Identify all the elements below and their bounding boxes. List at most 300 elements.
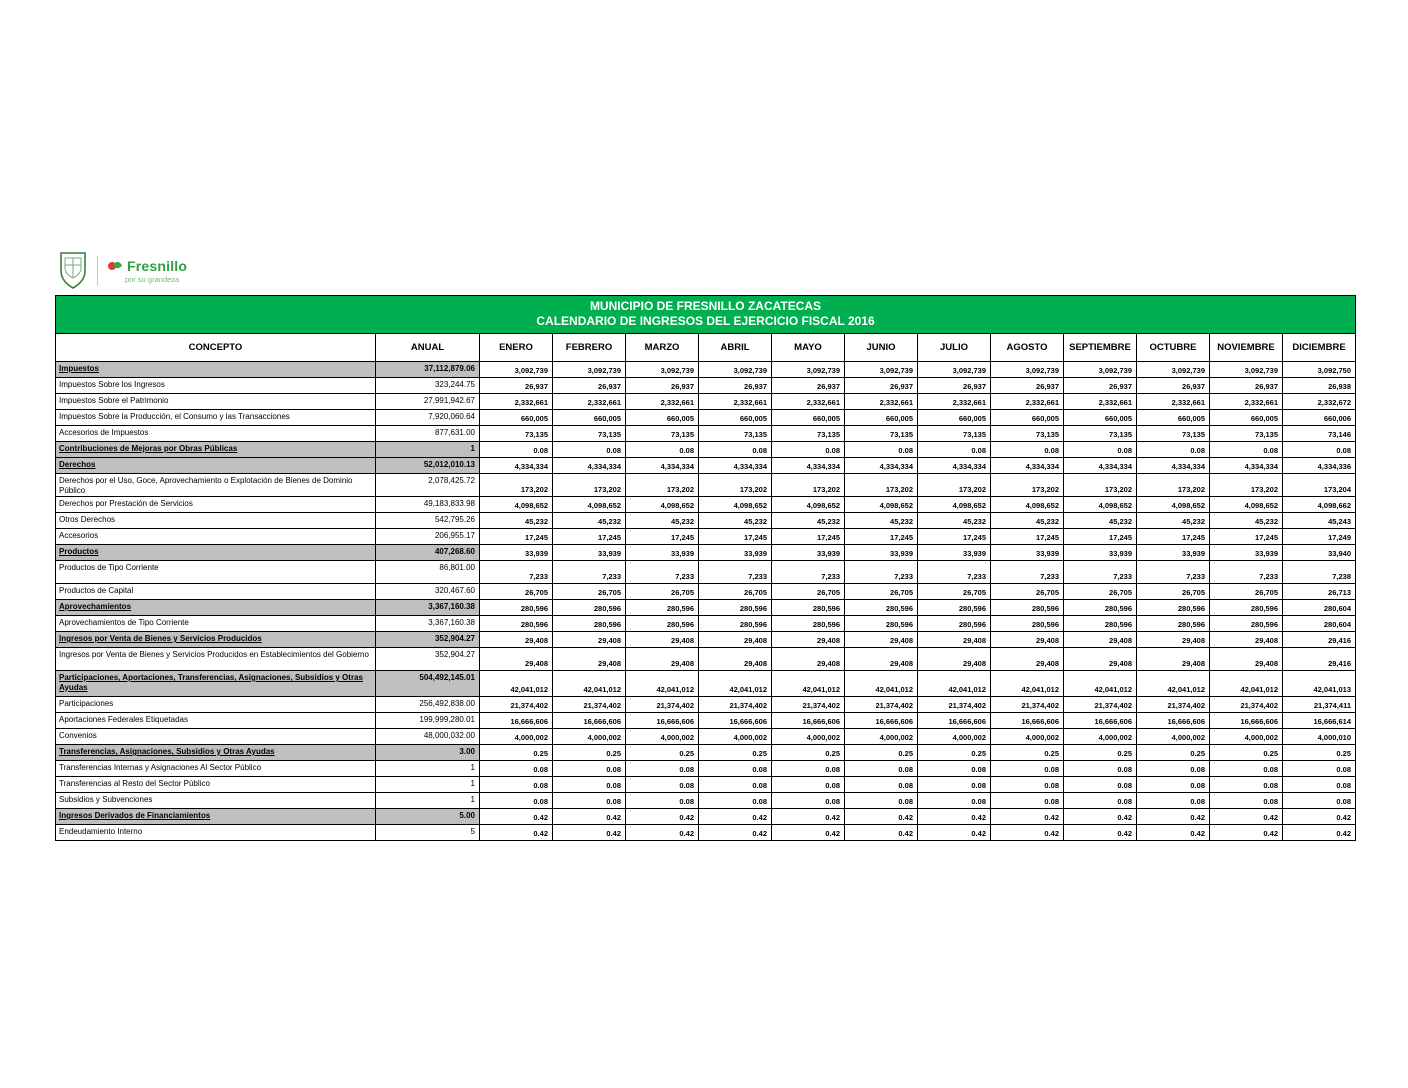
concept-cell xyxy=(56,825,376,841)
anual-cell: 1 xyxy=(376,777,480,793)
month-cell: 0.25 xyxy=(845,745,918,761)
month-cell: 0.42 xyxy=(553,825,626,841)
month-cell: 17,245 xyxy=(553,529,626,545)
month-cell: 73,135 xyxy=(699,426,772,442)
month-cell: 2,332,661 xyxy=(772,394,845,410)
month-cell: 660,005 xyxy=(845,410,918,426)
month-cell: 29,408 xyxy=(699,632,772,648)
month-cell: 0.25 xyxy=(772,745,845,761)
month-cell: 26,938 xyxy=(1283,378,1356,394)
month-cell: 4,000,002 xyxy=(991,729,1064,745)
month-cell: 73,135 xyxy=(991,426,1064,442)
month-cell: 26,937 xyxy=(699,378,772,394)
month-cell: 21,374,402 xyxy=(1210,697,1283,713)
concept-cell xyxy=(56,600,376,616)
month-cell: 4,098,652 xyxy=(1064,497,1137,513)
month-cell: 4,098,662 xyxy=(1283,497,1356,513)
month-cell: 73,135 xyxy=(626,426,699,442)
month-cell: 280,596 xyxy=(1064,616,1137,632)
month-cell: 0.25 xyxy=(991,745,1064,761)
month-cell: 280,596 xyxy=(991,600,1064,616)
month-cell: 21,374,402 xyxy=(845,697,918,713)
month-cell: 29,408 xyxy=(1210,632,1283,648)
month-cell: 29,408 xyxy=(699,648,772,671)
table-row xyxy=(56,729,1356,745)
anual-cell: 352,904.27 xyxy=(376,648,480,671)
section-row xyxy=(56,745,1356,761)
month-cell: 21,374,402 xyxy=(991,697,1064,713)
month-cell: 173,202 xyxy=(991,474,1064,497)
month-cell: 280,596 xyxy=(480,600,553,616)
column-header-row xyxy=(56,334,1356,362)
month-cell: 3,092,739 xyxy=(553,362,626,378)
month-cell: 45,232 xyxy=(918,513,991,529)
month-cell: 26,705 xyxy=(480,584,553,600)
month-cell: 4,000,002 xyxy=(699,729,772,745)
concept-label: Impuestos Sobre el Patrimonio xyxy=(59,396,169,405)
section-row xyxy=(56,671,1356,697)
table-row xyxy=(56,825,1356,841)
anual-cell: 48,000,032.00 xyxy=(376,729,480,745)
month-cell: 33,939 xyxy=(1210,545,1283,561)
table-wrapper xyxy=(55,295,1357,841)
month-cell: 0.42 xyxy=(480,809,553,825)
month-cell: 0.25 xyxy=(553,745,626,761)
month-cell: 16,666,606 xyxy=(991,713,1064,729)
month-cell: 660,005 xyxy=(553,410,626,426)
month-cell: 7,238 xyxy=(1283,561,1356,584)
month-cell: 29,416 xyxy=(1283,632,1356,648)
month-cell: 0.08 xyxy=(480,761,553,777)
table-row xyxy=(56,584,1356,600)
month-cell: 26,705 xyxy=(772,584,845,600)
month-cell: 45,243 xyxy=(1283,513,1356,529)
month-cell: 4,000,002 xyxy=(626,729,699,745)
month-cell: 0.42 xyxy=(991,825,1064,841)
column-header-marzo: MARZO xyxy=(626,334,699,362)
month-cell: 73,135 xyxy=(553,426,626,442)
month-cell: 16,666,606 xyxy=(699,713,772,729)
month-cell: 2,332,661 xyxy=(480,394,553,410)
concept-cell xyxy=(56,648,376,671)
month-cell: 4,334,334 xyxy=(772,458,845,474)
month-cell: 26,705 xyxy=(918,584,991,600)
month-cell: 42,041,012 xyxy=(626,671,699,697)
month-cell: 0.08 xyxy=(553,777,626,793)
month-cell: 29,408 xyxy=(845,648,918,671)
concept-cell xyxy=(56,777,376,793)
month-cell: 0.08 xyxy=(1283,777,1356,793)
month-cell: 3,092,739 xyxy=(772,362,845,378)
month-cell: 0.08 xyxy=(1137,793,1210,809)
anual-cell: 256,492,838.00 xyxy=(376,697,480,713)
month-cell: 26,705 xyxy=(1064,584,1137,600)
concept-label: Derechos por Prestación de Servicios xyxy=(59,499,193,508)
month-cell: 0.08 xyxy=(1210,777,1283,793)
table-row xyxy=(56,394,1356,410)
month-cell: 4,334,334 xyxy=(1137,458,1210,474)
month-cell: 21,374,402 xyxy=(699,697,772,713)
month-cell: 33,939 xyxy=(553,545,626,561)
month-cell: 33,939 xyxy=(991,545,1064,561)
month-cell: 0.08 xyxy=(480,777,553,793)
month-cell: 0.08 xyxy=(772,761,845,777)
month-cell: 4,334,334 xyxy=(699,458,772,474)
month-cell: 7,233 xyxy=(1137,561,1210,584)
month-cell: 16,666,606 xyxy=(626,713,699,729)
concept-label: Participaciones, Aportaciones, Transferencias, Asignaciones, Subsidios y Otras Ayudas xyxy=(59,673,363,692)
month-cell: 45,232 xyxy=(1137,513,1210,529)
table-row xyxy=(56,497,1356,513)
month-cell: 280,596 xyxy=(845,600,918,616)
municipio-logo xyxy=(58,250,187,292)
month-cell: 0.08 xyxy=(480,793,553,809)
month-cell: 17,245 xyxy=(845,529,918,545)
concept-label: Impuestos Sobre los Ingresos xyxy=(59,380,165,389)
month-cell: 4,000,002 xyxy=(845,729,918,745)
concept-cell xyxy=(56,793,376,809)
column-header-diciembre: DICIEMBRE xyxy=(1283,334,1356,362)
month-cell: 0.42 xyxy=(1210,825,1283,841)
month-cell: 0.08 xyxy=(626,793,699,809)
month-cell: 280,596 xyxy=(553,616,626,632)
concept-cell xyxy=(56,745,376,761)
month-cell: 21,374,402 xyxy=(626,697,699,713)
concept-label: Ingresos Derivados de Financiamientos xyxy=(59,811,211,820)
month-cell: 17,245 xyxy=(1064,529,1137,545)
month-cell: 280,596 xyxy=(1210,616,1283,632)
month-cell: 660,005 xyxy=(480,410,553,426)
month-cell: 0.08 xyxy=(699,777,772,793)
month-cell: 73,135 xyxy=(772,426,845,442)
crest-icon xyxy=(58,251,88,291)
month-cell: 17,245 xyxy=(991,529,1064,545)
month-cell: 73,135 xyxy=(1137,426,1210,442)
table-row xyxy=(56,513,1356,529)
month-cell: 2,332,661 xyxy=(1137,394,1210,410)
month-cell: 7,233 xyxy=(772,561,845,584)
column-header-febrero: FEBRERO xyxy=(553,334,626,362)
month-cell: 0.08 xyxy=(1283,793,1356,809)
concept-label: Subsidios y Subvenciones xyxy=(59,795,153,804)
month-cell: 4,000,002 xyxy=(1137,729,1210,745)
month-cell: 7,233 xyxy=(1210,561,1283,584)
month-cell: 29,408 xyxy=(918,648,991,671)
concept-label: Productos xyxy=(59,547,99,556)
month-cell: 33,939 xyxy=(480,545,553,561)
concept-cell xyxy=(56,632,376,648)
month-cell: 3,092,750 xyxy=(1283,362,1356,378)
month-cell: 0.42 xyxy=(1137,809,1210,825)
column-header-agosto: AGOSTO xyxy=(991,334,1064,362)
month-cell: 0.42 xyxy=(1064,809,1137,825)
month-cell: 73,135 xyxy=(1064,426,1137,442)
month-cell: 45,232 xyxy=(1210,513,1283,529)
month-cell: 0.42 xyxy=(772,825,845,841)
month-cell: 42,041,012 xyxy=(1064,671,1137,697)
month-cell: 29,408 xyxy=(772,648,845,671)
month-cell: 4,000,002 xyxy=(553,729,626,745)
table-row xyxy=(56,561,1356,584)
month-cell: 42,041,013 xyxy=(1283,671,1356,697)
anual-cell: 352,904.27 xyxy=(376,632,480,648)
month-cell: 0.08 xyxy=(626,442,699,458)
concept-label: Ingresos por Venta de Bienes y Servicios Producidos en Establecimientos del Gobierno xyxy=(59,650,369,659)
month-cell: 17,249 xyxy=(1283,529,1356,545)
concept-label: Impuestos Sobre la Producción, el Consumo y las Transacciones xyxy=(59,412,290,421)
month-cell: 33,940 xyxy=(1283,545,1356,561)
month-cell: 21,374,402 xyxy=(553,697,626,713)
month-cell: 0.42 xyxy=(1283,809,1356,825)
month-cell: 45,232 xyxy=(699,513,772,529)
month-cell: 2,332,661 xyxy=(991,394,1064,410)
month-cell: 29,408 xyxy=(1064,632,1137,648)
month-cell: 0.08 xyxy=(626,777,699,793)
concept-label: Aprovechamientos de Tipo Corriente xyxy=(59,618,189,627)
month-cell: 0.08 xyxy=(918,793,991,809)
month-cell: 29,408 xyxy=(1137,632,1210,648)
anual-cell: 199,999,280.01 xyxy=(376,713,480,729)
page-title-line2: CALENDARIO DE INGRESOS DEL EJERCICIO FISCAL 2016 xyxy=(536,314,875,328)
table-row xyxy=(56,793,1356,809)
month-cell: 4,334,334 xyxy=(626,458,699,474)
month-cell: 0.08 xyxy=(1210,793,1283,809)
month-cell: 0.08 xyxy=(1210,442,1283,458)
table-row xyxy=(56,713,1356,729)
month-cell: 26,937 xyxy=(626,378,699,394)
section-row xyxy=(56,442,1356,458)
month-cell: 2,332,661 xyxy=(1210,394,1283,410)
month-cell: 26,705 xyxy=(1137,584,1210,600)
anual-cell: 49,183,833.98 xyxy=(376,497,480,513)
month-cell: 26,705 xyxy=(1210,584,1283,600)
month-cell: 45,232 xyxy=(772,513,845,529)
month-cell: 21,374,402 xyxy=(1064,697,1137,713)
month-cell: 33,939 xyxy=(918,545,991,561)
month-cell: 4,098,652 xyxy=(918,497,991,513)
month-cell: 21,374,402 xyxy=(1137,697,1210,713)
month-cell: 173,202 xyxy=(1137,474,1210,497)
month-cell: 4,000,002 xyxy=(1210,729,1283,745)
concept-label: Aportaciones Federales Etiquetadas xyxy=(59,715,188,724)
month-cell: 7,233 xyxy=(1064,561,1137,584)
month-cell: 0.08 xyxy=(918,777,991,793)
month-cell: 2,332,672 xyxy=(1283,394,1356,410)
concept-cell xyxy=(56,513,376,529)
month-cell: 0.25 xyxy=(1283,745,1356,761)
month-cell: 33,939 xyxy=(626,545,699,561)
month-cell: 173,202 xyxy=(626,474,699,497)
month-cell: 16,666,614 xyxy=(1283,713,1356,729)
month-cell: 173,202 xyxy=(845,474,918,497)
month-cell: 26,937 xyxy=(991,378,1064,394)
month-cell: 0.08 xyxy=(553,793,626,809)
column-header-mayo: MAYO xyxy=(772,334,845,362)
month-cell: 26,705 xyxy=(553,584,626,600)
month-cell: 0.42 xyxy=(918,809,991,825)
month-cell: 7,233 xyxy=(699,561,772,584)
month-cell: 0.08 xyxy=(1064,777,1137,793)
month-cell: 280,596 xyxy=(991,616,1064,632)
anual-cell: 3,367,160.38 xyxy=(376,616,480,632)
month-cell: 73,135 xyxy=(480,426,553,442)
month-cell: 4,098,652 xyxy=(699,497,772,513)
anual-cell: 542,795.26 xyxy=(376,513,480,529)
concept-label: Transferencias Internas y Asignaciones Al Sector Público xyxy=(59,763,262,772)
month-cell: 26,937 xyxy=(845,378,918,394)
month-cell: 4,098,652 xyxy=(1210,497,1283,513)
month-cell: 0.08 xyxy=(845,442,918,458)
anual-cell: 206,955.17 xyxy=(376,529,480,545)
concept-cell xyxy=(56,561,376,584)
title-bar xyxy=(56,296,1356,334)
month-cell: 2,332,661 xyxy=(1064,394,1137,410)
concept-label: Otros Derechos xyxy=(59,515,116,524)
anual-cell: 1 xyxy=(376,793,480,809)
concept-label: Transferencias, Asignaciones, Subsidios y Otras Ayudas xyxy=(59,747,275,756)
month-cell: 0.25 xyxy=(480,745,553,761)
month-cell: 45,232 xyxy=(991,513,1064,529)
month-cell: 0.08 xyxy=(553,442,626,458)
month-cell: 29,408 xyxy=(845,632,918,648)
anual-cell: 320,467.60 xyxy=(376,584,480,600)
month-cell: 29,408 xyxy=(1210,648,1283,671)
month-cell: 21,374,402 xyxy=(918,697,991,713)
month-cell: 0.08 xyxy=(1283,442,1356,458)
concept-label: Derechos por el Uso, Goce, Aprovechamiento o Explotación de Bienes de Dominio Público xyxy=(59,476,353,495)
month-cell: 3,092,739 xyxy=(480,362,553,378)
month-cell: 280,596 xyxy=(553,600,626,616)
month-cell: 73,135 xyxy=(845,426,918,442)
month-cell: 0.08 xyxy=(699,442,772,458)
month-cell: 0.42 xyxy=(480,825,553,841)
month-cell: 280,596 xyxy=(626,616,699,632)
anual-cell: 3,367,160.38 xyxy=(376,600,480,616)
month-cell: 33,939 xyxy=(1064,545,1137,561)
month-cell: 4,098,652 xyxy=(553,497,626,513)
month-cell: 42,041,012 xyxy=(918,671,991,697)
month-cell: 17,245 xyxy=(480,529,553,545)
month-cell: 26,937 xyxy=(553,378,626,394)
concept-label: Accesorios xyxy=(59,531,99,540)
month-cell: 26,937 xyxy=(918,378,991,394)
anual-cell: 323,244.75 xyxy=(376,378,480,394)
table-row xyxy=(56,426,1356,442)
table-row xyxy=(56,648,1356,671)
month-cell: 4,334,334 xyxy=(1210,458,1283,474)
month-cell: 3,092,739 xyxy=(845,362,918,378)
month-cell: 17,245 xyxy=(918,529,991,545)
anual-cell: 1 xyxy=(376,761,480,777)
concept-label: Accesorios de Impuestos xyxy=(59,428,149,437)
month-cell: 29,408 xyxy=(626,648,699,671)
month-cell: 16,666,606 xyxy=(845,713,918,729)
month-cell: 4,334,334 xyxy=(845,458,918,474)
month-cell: 7,233 xyxy=(918,561,991,584)
month-cell: 0.42 xyxy=(772,809,845,825)
concept-cell xyxy=(56,442,376,458)
month-cell: 660,005 xyxy=(918,410,991,426)
month-cell: 280,596 xyxy=(699,600,772,616)
table-row xyxy=(56,697,1356,713)
month-cell: 29,408 xyxy=(480,648,553,671)
anual-cell: 1 xyxy=(376,442,480,458)
month-cell: 16,666,606 xyxy=(553,713,626,729)
month-cell: 173,202 xyxy=(1210,474,1283,497)
month-cell: 0.08 xyxy=(845,761,918,777)
month-cell: 0.08 xyxy=(1064,442,1137,458)
month-cell: 17,245 xyxy=(699,529,772,545)
concept-cell xyxy=(56,616,376,632)
month-cell: 33,939 xyxy=(699,545,772,561)
concept-cell xyxy=(56,697,376,713)
month-cell: 26,713 xyxy=(1283,584,1356,600)
section-row xyxy=(56,362,1356,378)
table-row xyxy=(56,616,1356,632)
concept-label: Ingresos por Venta de Bienes y Servicios Producidos xyxy=(59,634,262,643)
month-cell: 29,408 xyxy=(1137,648,1210,671)
month-cell: 42,041,012 xyxy=(1210,671,1283,697)
month-cell: 17,245 xyxy=(1137,529,1210,545)
anual-cell: 407,268.60 xyxy=(376,545,480,561)
month-cell: 0.08 xyxy=(772,442,845,458)
month-cell: 42,041,012 xyxy=(845,671,918,697)
month-cell: 660,005 xyxy=(991,410,1064,426)
month-cell: 42,041,012 xyxy=(480,671,553,697)
month-cell: 2,332,661 xyxy=(845,394,918,410)
month-cell: 4,098,652 xyxy=(1137,497,1210,513)
month-cell: 280,596 xyxy=(1064,600,1137,616)
month-cell: 280,596 xyxy=(845,616,918,632)
month-cell: 0.42 xyxy=(918,825,991,841)
month-cell: 73,146 xyxy=(1283,426,1356,442)
month-cell: 280,596 xyxy=(626,600,699,616)
month-cell: 45,232 xyxy=(626,513,699,529)
month-cell: 2,332,661 xyxy=(553,394,626,410)
anual-cell: 37,112,879.06 xyxy=(376,362,480,378)
month-cell: 0.08 xyxy=(991,777,1064,793)
month-cell: 660,005 xyxy=(699,410,772,426)
month-cell: 3,092,739 xyxy=(1137,362,1210,378)
month-cell: 21,374,402 xyxy=(772,697,845,713)
month-cell: 45,232 xyxy=(1064,513,1137,529)
concept-cell xyxy=(56,809,376,825)
month-cell: 0.08 xyxy=(1283,761,1356,777)
table-row xyxy=(56,529,1356,545)
month-cell: 280,596 xyxy=(1137,616,1210,632)
month-cell: 4,334,334 xyxy=(918,458,991,474)
month-cell: 73,135 xyxy=(1210,426,1283,442)
month-cell: 45,232 xyxy=(553,513,626,529)
month-cell: 29,408 xyxy=(1064,648,1137,671)
month-cell: 4,334,334 xyxy=(553,458,626,474)
month-cell: 0.42 xyxy=(553,809,626,825)
month-cell: 660,005 xyxy=(1064,410,1137,426)
concept-label: Endeudamiento Interno xyxy=(59,827,143,836)
month-cell: 29,408 xyxy=(553,648,626,671)
month-cell: 2,332,661 xyxy=(918,394,991,410)
column-header-octubre: OCTUBRE xyxy=(1137,334,1210,362)
month-cell: 173,202 xyxy=(699,474,772,497)
concept-cell xyxy=(56,394,376,410)
month-cell: 4,000,010 xyxy=(1283,729,1356,745)
month-cell: 0.42 xyxy=(699,809,772,825)
anual-cell: 86,801.00 xyxy=(376,561,480,584)
month-cell: 26,705 xyxy=(845,584,918,600)
month-cell: 0.08 xyxy=(1137,777,1210,793)
month-cell: 0.25 xyxy=(1064,745,1137,761)
concept-cell xyxy=(56,474,376,497)
